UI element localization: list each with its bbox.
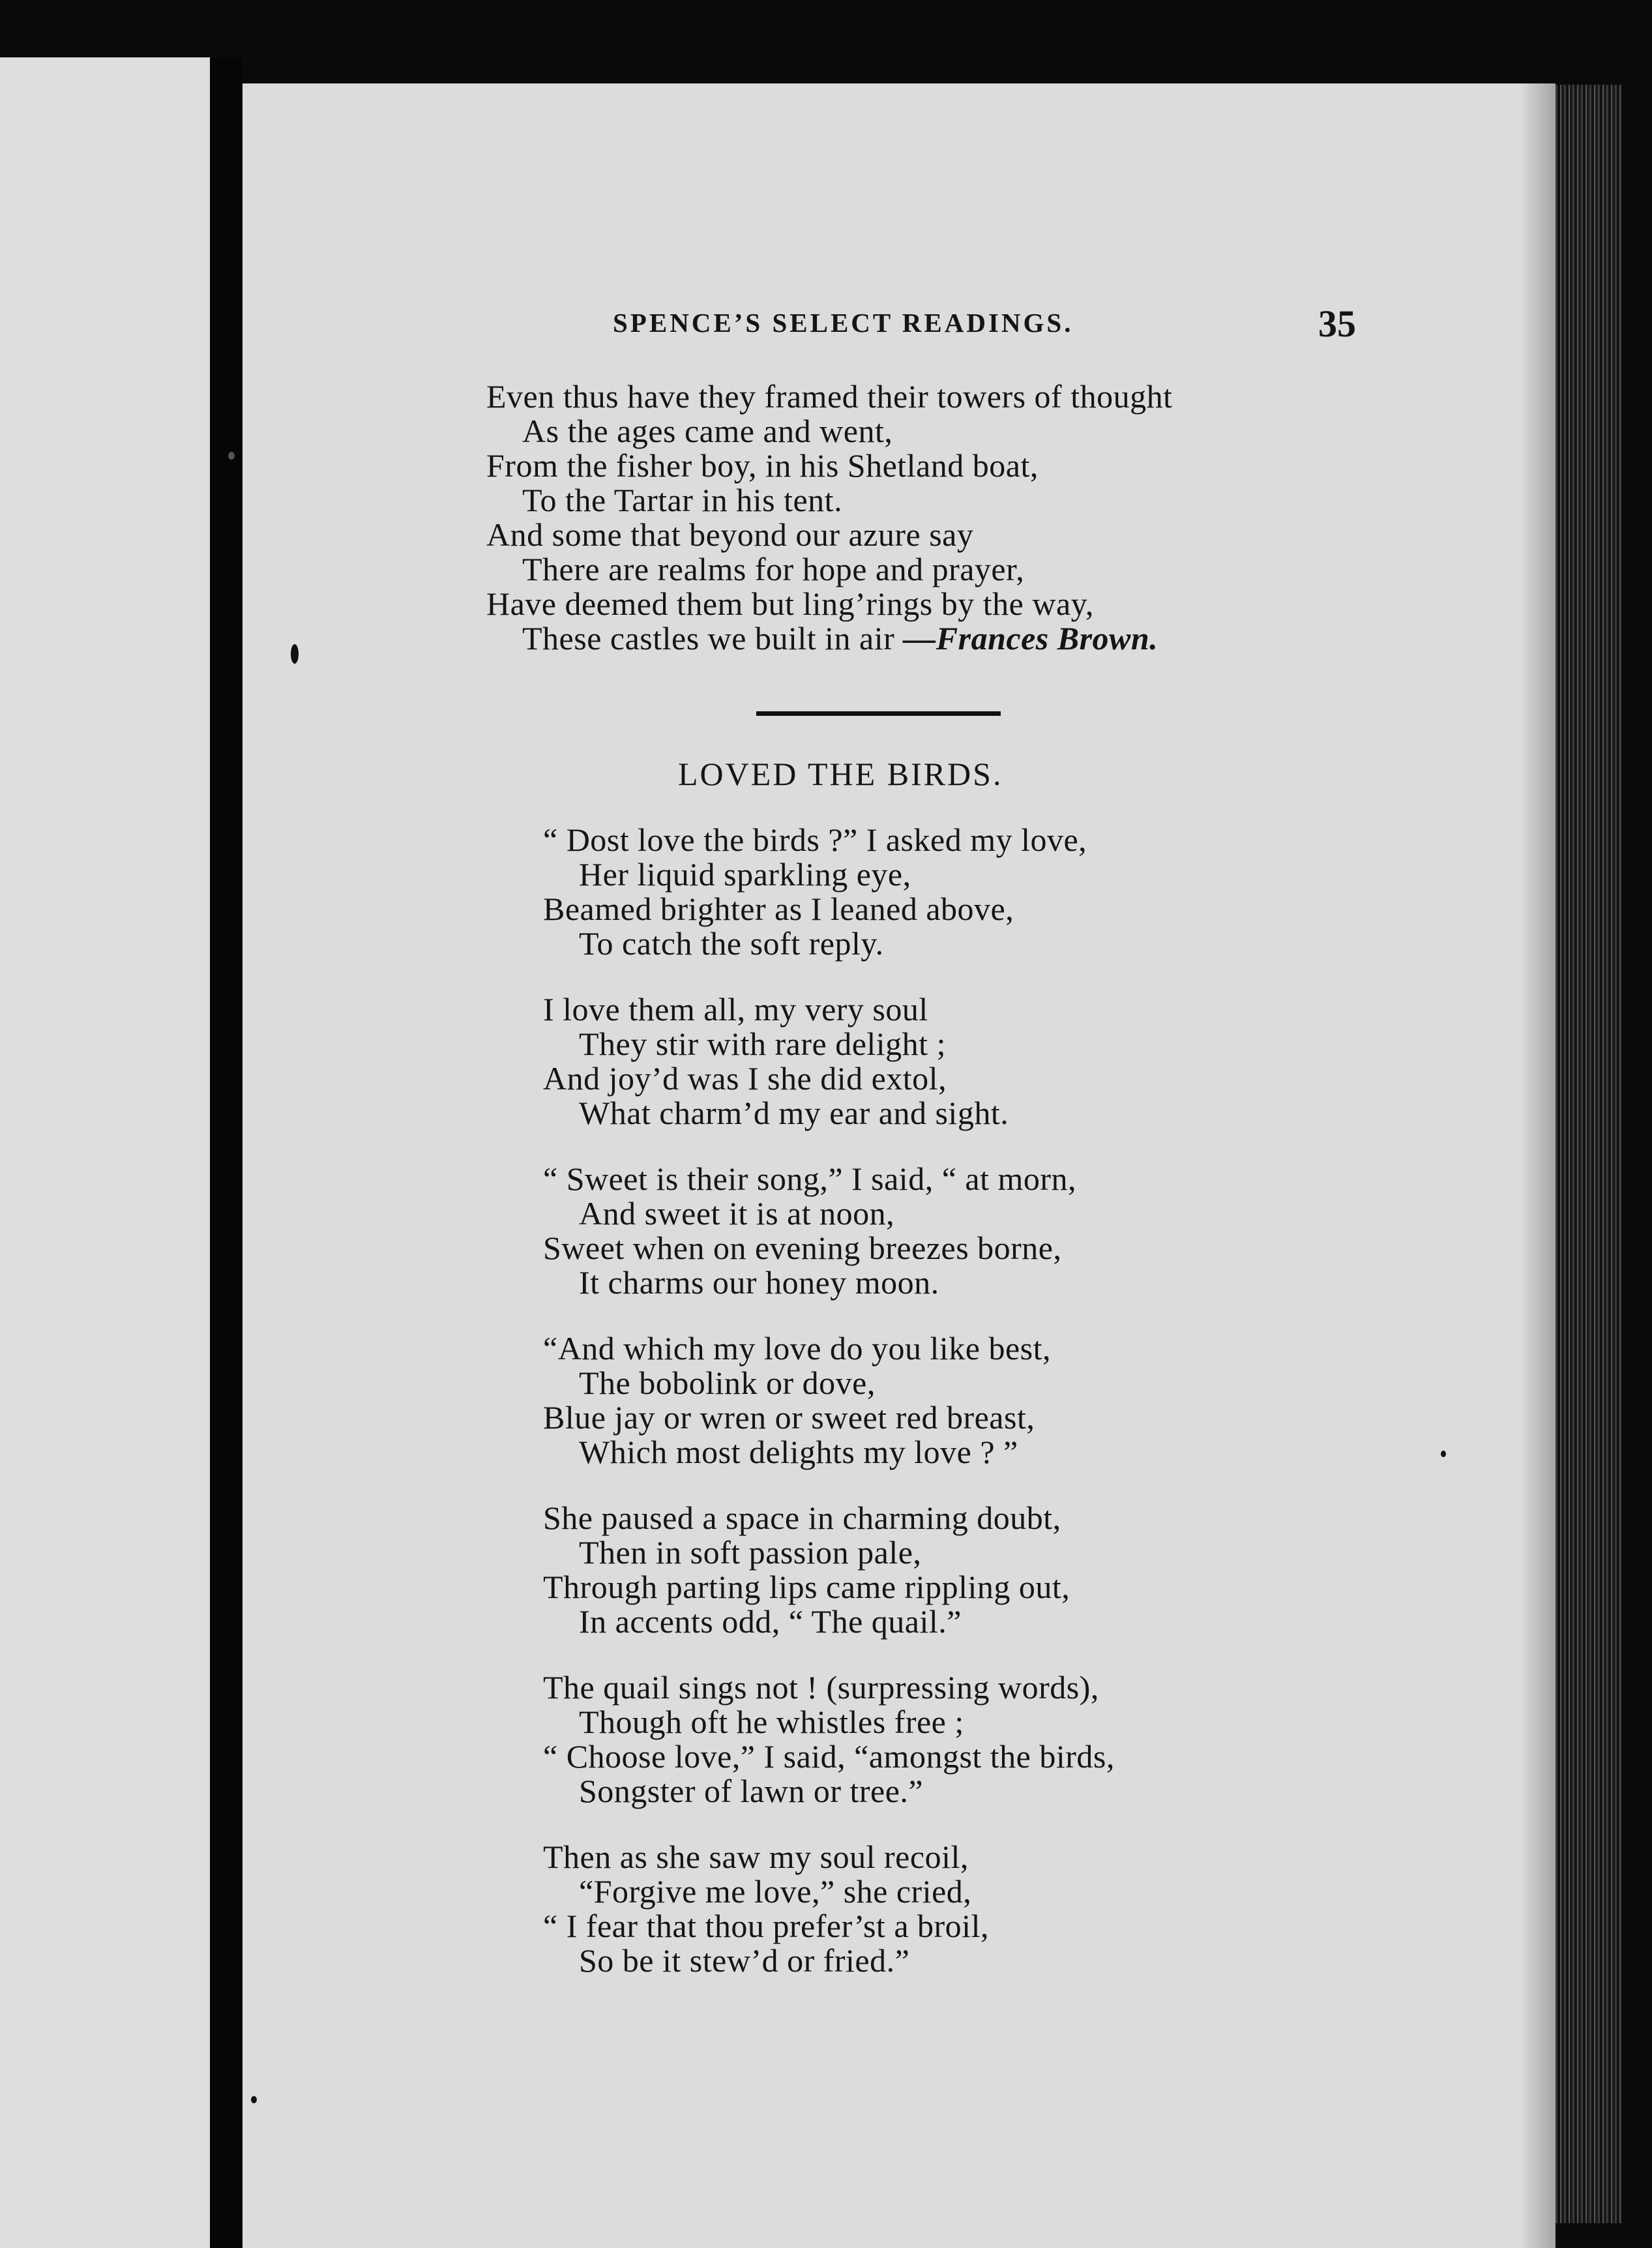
poem-line: What charm’d my ear and sight.: [579, 1095, 1009, 1131]
poem-line: There are realms for hope and prayer,: [522, 551, 1025, 587]
poem-line: The quail sings not ! (surpressing words),: [543, 1669, 1099, 1706]
poem-line: Beamed brighter as I leaned above,: [543, 891, 1014, 927]
page-number: 35: [1318, 303, 1356, 345]
poem-line: And some that beyond our azure say: [486, 516, 974, 553]
poem-line: She paused a space in charming doubt,: [543, 1500, 1061, 1536]
poem-body: [543, 823, 1115, 1978]
poem-line: “And which my love do you like best,: [543, 1330, 1051, 1367]
page-edges: [1556, 85, 1622, 2223]
section-divider: [756, 711, 1001, 716]
poem-line: Which most delights my love ? ”: [579, 1434, 1018, 1470]
book-gutter: [210, 57, 243, 2248]
poem-line: “ Sweet is their song,” I said, “ at morn,: [543, 1161, 1077, 1197]
poem-line: “Forgive me love,” she cried,: [579, 1873, 972, 1910]
poem-line: Have deemed them but ling’rings by the way,: [486, 585, 1094, 622]
poem-line: Blue jay or wren or sweet red breast,: [543, 1399, 1035, 1436]
poem-line: “ Choose love,” I said, “amongst the birds,: [543, 1738, 1115, 1775]
attribution: —Frances Brown.: [903, 620, 1158, 657]
poem-line: Her liquid sparkling eye,: [579, 856, 911, 893]
poem-line: So be it stew’d or fried.”: [579, 1942, 910, 1979]
poem-line: From the fisher boy, in his Shetland boat,: [486, 447, 1039, 484]
page-header: [613, 302, 1356, 348]
poem-line: Sweet when on evening breezes borne,: [543, 1230, 1062, 1266]
ink-speck: [228, 452, 235, 460]
poem-line: Through parting lips came rippling out,: [543, 1569, 1070, 1605]
running-head: SPENCE’S SELECT READINGS.: [613, 308, 1074, 338]
poem-line: I love them all, my very soul: [543, 991, 928, 1028]
poem-line: “ I fear that thou prefer’st a broil,: [543, 1908, 989, 1944]
poem-line: And joy’d was I she did extol,: [543, 1060, 947, 1097]
page-shadow: [1519, 83, 1556, 2248]
poem-line: Then as she saw my soul recoil,: [543, 1839, 969, 1875]
left-page: [0, 57, 210, 2248]
poem-title: LOVED THE BIRDS.: [678, 756, 1003, 792]
poem-line-text: These castles we built in air: [522, 620, 895, 657]
poem-line: To the Tartar in his tent.: [522, 482, 843, 518]
poem-line: To catch the soft reply.: [579, 925, 884, 962]
poem-line: And sweet it is at noon,: [579, 1195, 895, 1232]
poem-line: Even thus have they framed their towers of thought: [486, 378, 1173, 415]
poem-line: Then in soft passion pale,: [579, 1534, 922, 1571]
poem-line: “ Dost love the birds ?” I asked my love,: [543, 821, 1087, 858]
poem-line-last: [486, 621, 1173, 656]
poem-line: They stir with rare delight ;: [579, 1026, 946, 1062]
ink-speck: [251, 2096, 257, 2103]
poem-line: Songster of lawn or tree.”: [579, 1773, 924, 1809]
ink-speck: [1441, 1451, 1446, 1457]
poem-line: The bobolink or dove,: [579, 1365, 876, 1401]
poem-line: As the ages came and went,: [522, 413, 893, 449]
ink-speck: [291, 644, 299, 664]
poem-line: It charms our honey moon.: [579, 1264, 939, 1301]
poem-line: Though oft he whistles free ;: [579, 1704, 964, 1740]
poem-continued: [486, 379, 1173, 656]
poem-line: In accents odd, “ The quail.”: [579, 1603, 962, 1640]
